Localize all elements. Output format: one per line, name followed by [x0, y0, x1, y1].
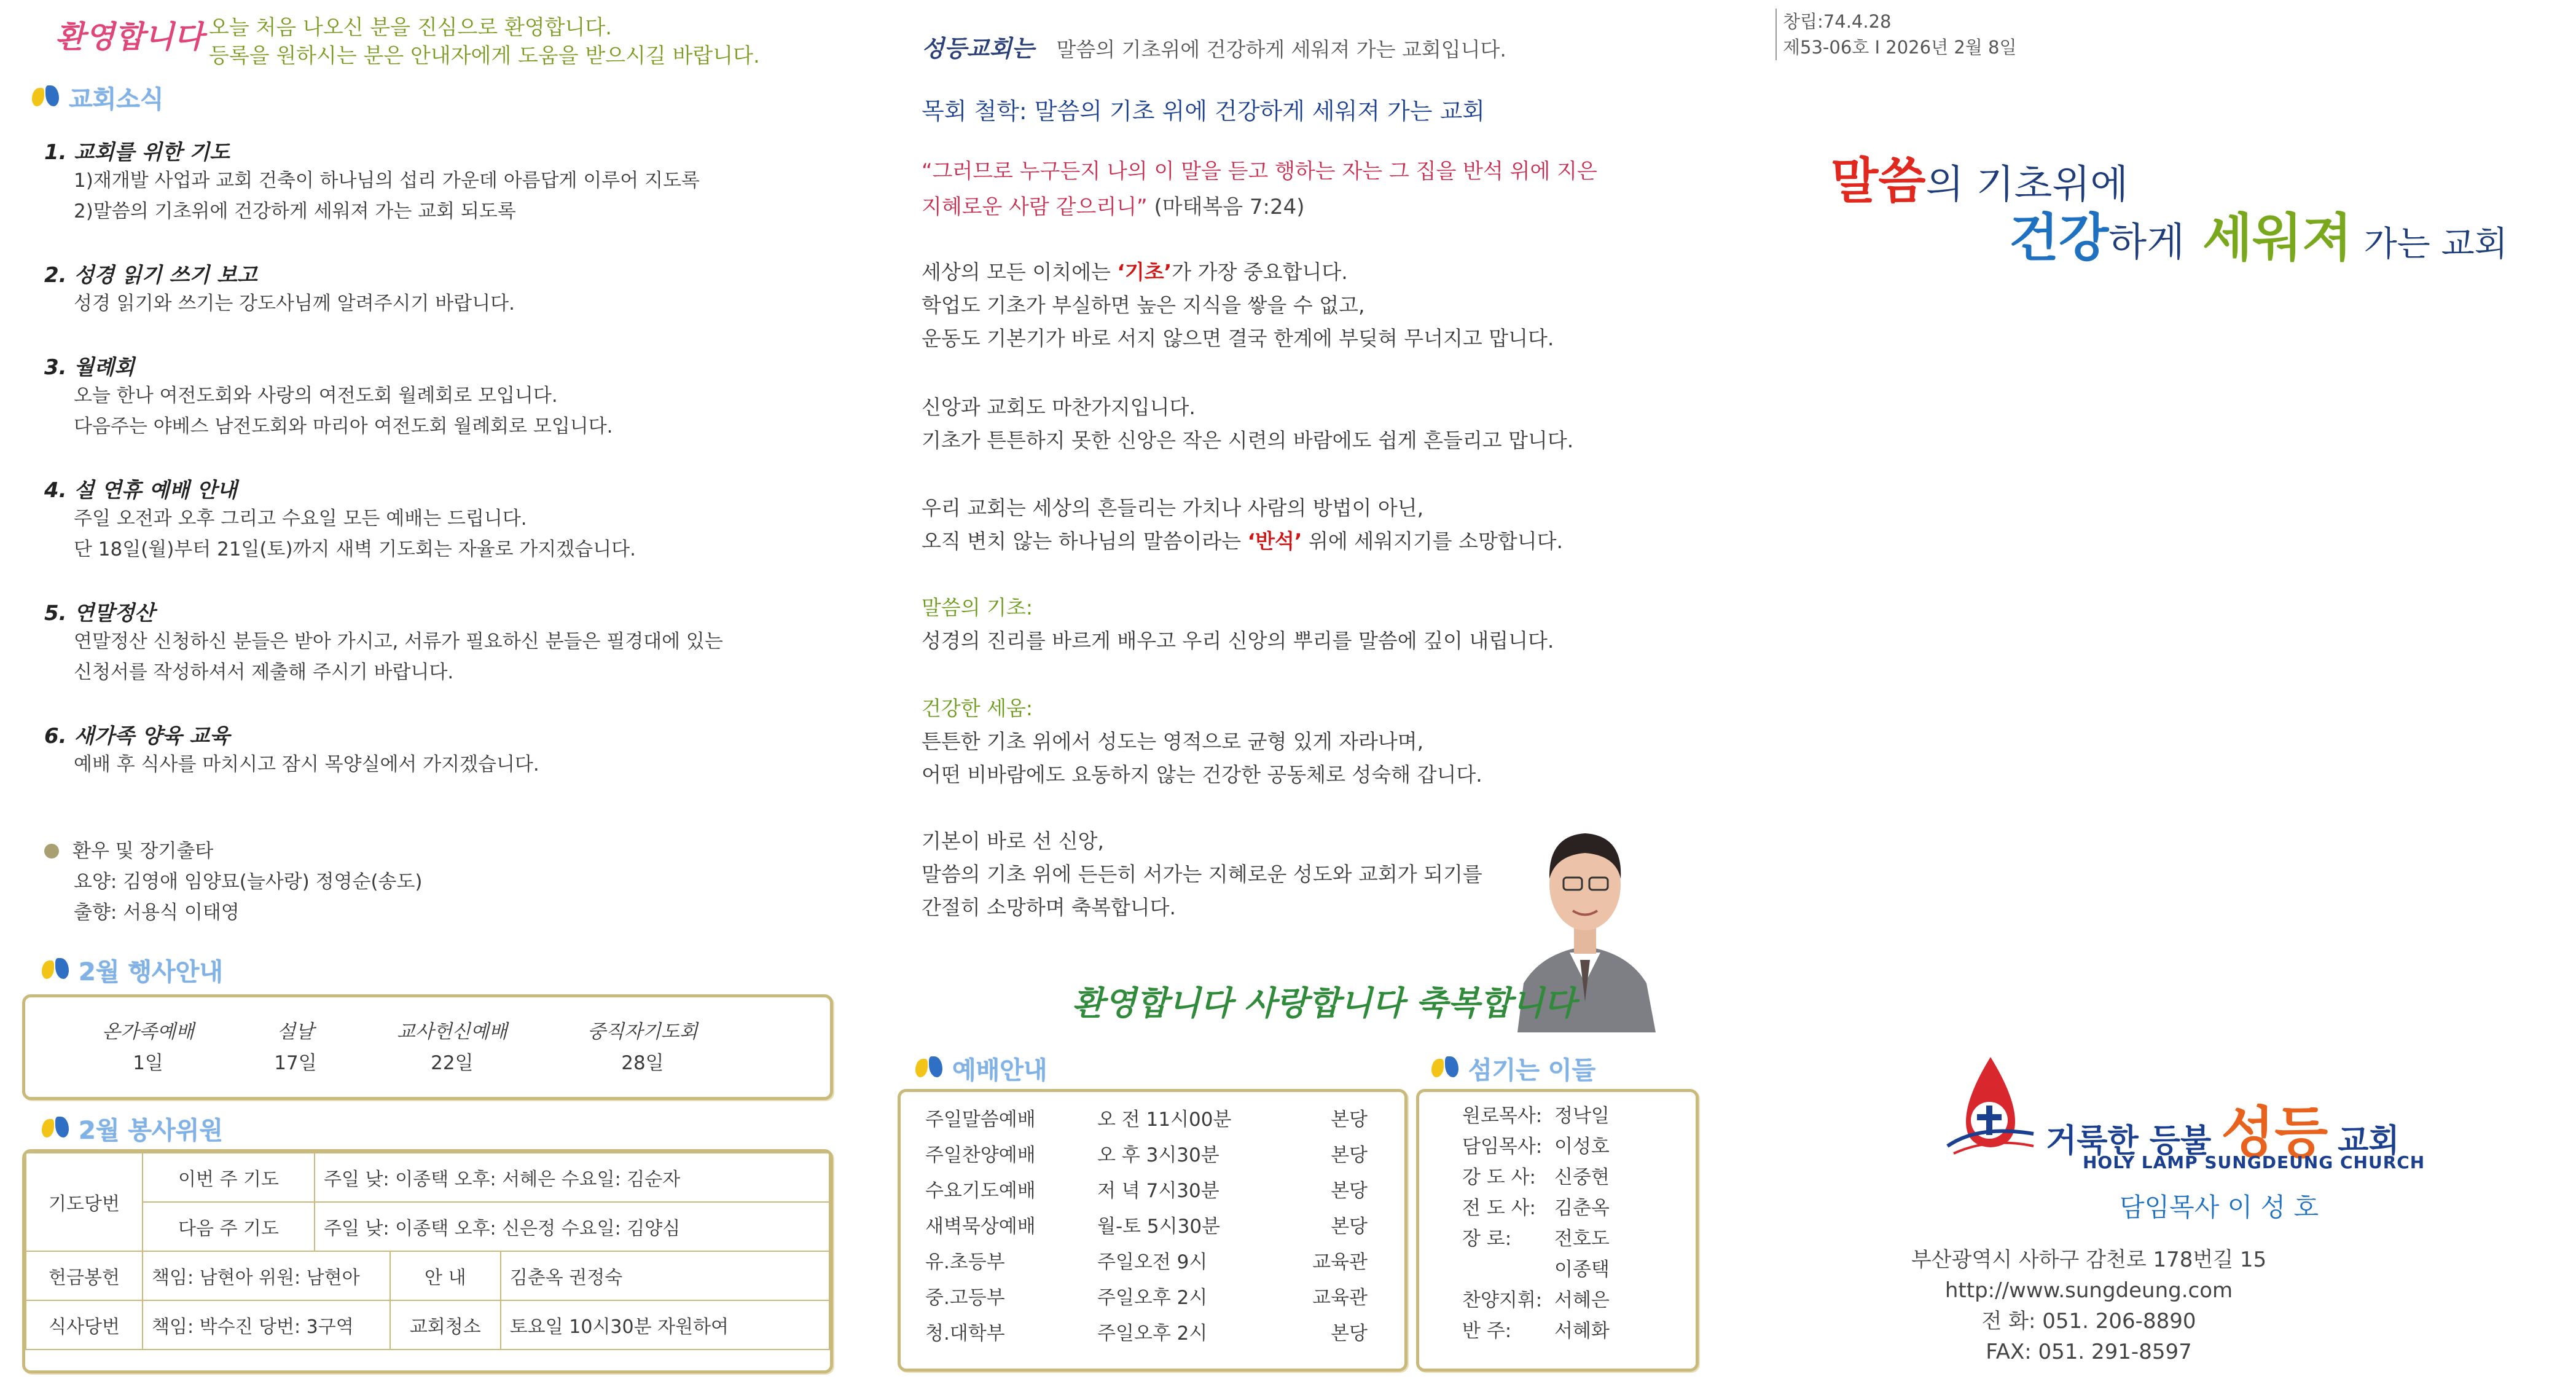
butterfly-icon [915, 1056, 944, 1081]
table-row: 식사당번 책임: 박수진 당번: 3구역 교회청소 토요일 10시30분 자원하여 [26, 1300, 829, 1350]
butterfly-icon [42, 1117, 70, 1141]
news-item: 6. 새가족 양육 교육 예배 후 식사를 마치시고 잠시 목양실에서 가지겠습니다. [44, 724, 539, 776]
pastor-name: 담임목사 이 성 호 [2120, 1192, 2319, 1222]
list-item: 반 주: 서혜화 [1462, 1320, 1610, 1342]
table-row: 중.고등부 주일오후 2시 교육관 [925, 1287, 1368, 1309]
list-item: 이종택 [1554, 1259, 1610, 1281]
service-box [22, 1149, 833, 1373]
paragraph-faith: 신앙과 교회도 마찬가지입니다. 기초가 튼튼하지 못한 신앙은 작은 시련의 바람에도 쉽게 흔들리고 맙니다. [922, 395, 1574, 452]
church-name: 거룩한 등불 성등 교회 [2046, 1101, 2400, 1165]
news-item: 1. 교회를 위한 기도 1)재개발 사업과 교회 건축이 하나님의 섭리 가운데 아름답게 이루어 지도록 2)말씀의 기초위에 건강하게 세워져 가는 교회 되도록 [44, 140, 700, 222]
website-link[interactable]: http://www.sungdeung.com [1944, 1278, 2233, 1303]
list-item: 찬양지휘: 서혜은 [1462, 1289, 1610, 1311]
table-row: 새벽묵상예배 월-토 5시30분 본당 [925, 1216, 1368, 1238]
masthead-info: 창립:74.4.28 제53-06호 I 2026년 2월 8일 [1775, 9, 2016, 60]
event-item: 교사헌신예배 22일 [397, 1021, 507, 1074]
worship-table [901, 1092, 1404, 1361]
news-item: 2. 성경 읽기 쓰기 보고 성경 읽기와 쓰기는 강도사님께 알려주시기 바랍니다. [44, 263, 515, 315]
news-section-title: 교회소식 [32, 80, 164, 115]
welcome-message: 오늘 처음 나오신 분을 진심으로 환영합니다. 등록을 원하시는 분은 안내자에게 도움을 받으시길 바랍니다. [209, 15, 760, 68]
news-item: 3. 월례회 오늘 한나 여전도회와 사랑의 여전도회 월례회로 모입니다. 다음주는 야베스 남전도회와 마리아 여전도회 월례회로 모입니다. [44, 355, 613, 438]
table-row: 헌금봉헌 책임: 남현아 위원: 남현아 안 내 김춘옥 권정숙 [26, 1251, 829, 1300]
news-list [44, 135, 831, 811]
paragraph-health: 건강한 세움: 튼튼한 기초 위에서 성도는 영적으로 균형 있게 자라나며, 어떤 비바람에도 요동하지 않는 건강한 공동체로 성숙해 갑니다. [922, 696, 1482, 787]
middle-column [897, 0, 1720, 1379]
table-row: 기도당번 이번 주 기도 주일 낮: 이종택 오후: 서혜은 수요일: 김순자 [26, 1153, 829, 1202]
news-item: 5. 연말정산 연말정산 신청하신 분들은 받아 가시고, 서류가 필요하신 분들은 필경대에 있는 신청서를 작성하셔서 제출해 주시기 바랍니다. [44, 601, 723, 683]
staff-list [1419, 1092, 1696, 1346]
butterfly-icon [1431, 1056, 1460, 1081]
paragraph-word: 말씀의 기초: 성경의 진리를 바르게 배우고 우리 신앙의 뿌리를 말씀에 깊이 내립니다. [922, 595, 1554, 653]
slogan-line2: 건강하게 세워져 가는 교회 [2009, 208, 2508, 268]
sick-list: 환우 및 장기출타 요양: 김영애 임양묘(늘사랑) 정영순(송도) 출향: 서용식 이태영 [44, 836, 423, 928]
paragraph-rock: 우리 교회는 세상의 흔들리는 가치나 사람의 방법이 아닌, 오직 변치 않는 하나님의 말씀이라는 ‘반석’ 위에 세워지기를 소망합니다. [922, 496, 1563, 553]
church-logo-icon [1941, 1054, 2040, 1158]
greeting-script: 환영합니다 사랑합니다 축복합니다 [1072, 983, 1576, 1023]
table-row: 유.초등부 주일오전 9시 교육관 [925, 1251, 1368, 1273]
bullet-icon [44, 844, 59, 858]
events-box [22, 994, 833, 1100]
list-item: 원로목사: 정낙일 [1462, 1105, 1610, 1127]
table-row: 수요기도예배 저 녁 7시30분 본당 [925, 1180, 1368, 1202]
contact-info: 부산광역시 사하구 감천로 178번길 15 http://www.sungdeung.com 전 화: 051. 206-8890 FAX: 051. 291-8597 [1862, 1244, 2316, 1367]
events-section-title: 2월 행사안내 [42, 953, 223, 988]
service-section-title: 2월 봉사위원 [42, 1111, 223, 1146]
butterfly-icon [32, 85, 60, 110]
list-item: 담임목사: 이성호 [1462, 1136, 1610, 1158]
table-row: 주일찬양예배 오 후 3시30분 본당 [925, 1144, 1368, 1166]
event-item: 중직자기도회 28일 [587, 1021, 698, 1074]
bible-quote: “그러므로 누구든지 나의 이 말을 듣고 행하는 자는 그 집을 반석 위에 지은 지혜로운 사람 같으리니” (마태복음 7:24) [922, 159, 1597, 219]
church-intro: 성등교회는 말씀의 기초위에 건강하게 세워져 가는 교회입니다. [922, 35, 1506, 62]
left-column [0, 0, 842, 1379]
table-row: 다음 주 기도 주일 낮: 이종택 오후: 신은정 수요일: 김양심 [26, 1202, 829, 1251]
table-row: 청.대학부 주일오후 2시 본당 [925, 1322, 1368, 1345]
staff-box [1416, 1089, 1699, 1372]
slogan-line1: 말씀의 기초위에 [1831, 152, 2129, 210]
event-item: 설날 17일 [274, 1021, 317, 1074]
table-row: 주일말씀예배 오 전 11시00분 본당 [925, 1109, 1368, 1131]
list-item: 장 로: 전호도 [1462, 1228, 1610, 1250]
service-table [25, 1152, 830, 1350]
news-item: 4. 설 연휴 예배 안내 주일 오전과 오후 그리고 수요일 모든 예배는 드립니다. 단 18일(월)부터 21일(토)까지 새벽 기도회는 자율로 가지겠습니다. [44, 478, 636, 560]
right-column [1757, 0, 2576, 1379]
paragraph-closing: 기본이 바로 선 신앙, 말씀의 기초 위에 든든히 서가는 지혜로운 성도와 교회가 되기를 간절히 소망하며 축복합니다. [922, 829, 1482, 919]
paragraph-foundation: 세상의 모든 이치에는 ‘기초’가 가장 중요합니다. 학업도 기초가 부실하면 높은 지식을 쌓을 수 없고, 운동도 기본기가 바로 서지 않으면 결국 한계에 부딪혀 무너지고 맙니다. [922, 260, 1554, 350]
philosophy-heading: 목회 철학: 말씀의 기초 위에 건강하게 세워져 가는 교회 [922, 98, 1486, 125]
church-name-en: HOLY LAMP SUNGDEUNG CHURCH [2083, 1152, 2425, 1173]
worship-section-title: 예배안내 [915, 1051, 1047, 1086]
list-item: 강 도 사: 신중현 [1462, 1166, 1610, 1188]
welcome-script: 환영합니다 [55, 18, 204, 55]
butterfly-icon [42, 958, 70, 983]
staff-section-title: 섬기는 이들 [1431, 1051, 1595, 1086]
event-item: 온가족예배 1일 [102, 1021, 194, 1074]
worship-box [898, 1089, 1407, 1372]
list-item: 전 도 사: 김춘옥 [1462, 1197, 1610, 1219]
